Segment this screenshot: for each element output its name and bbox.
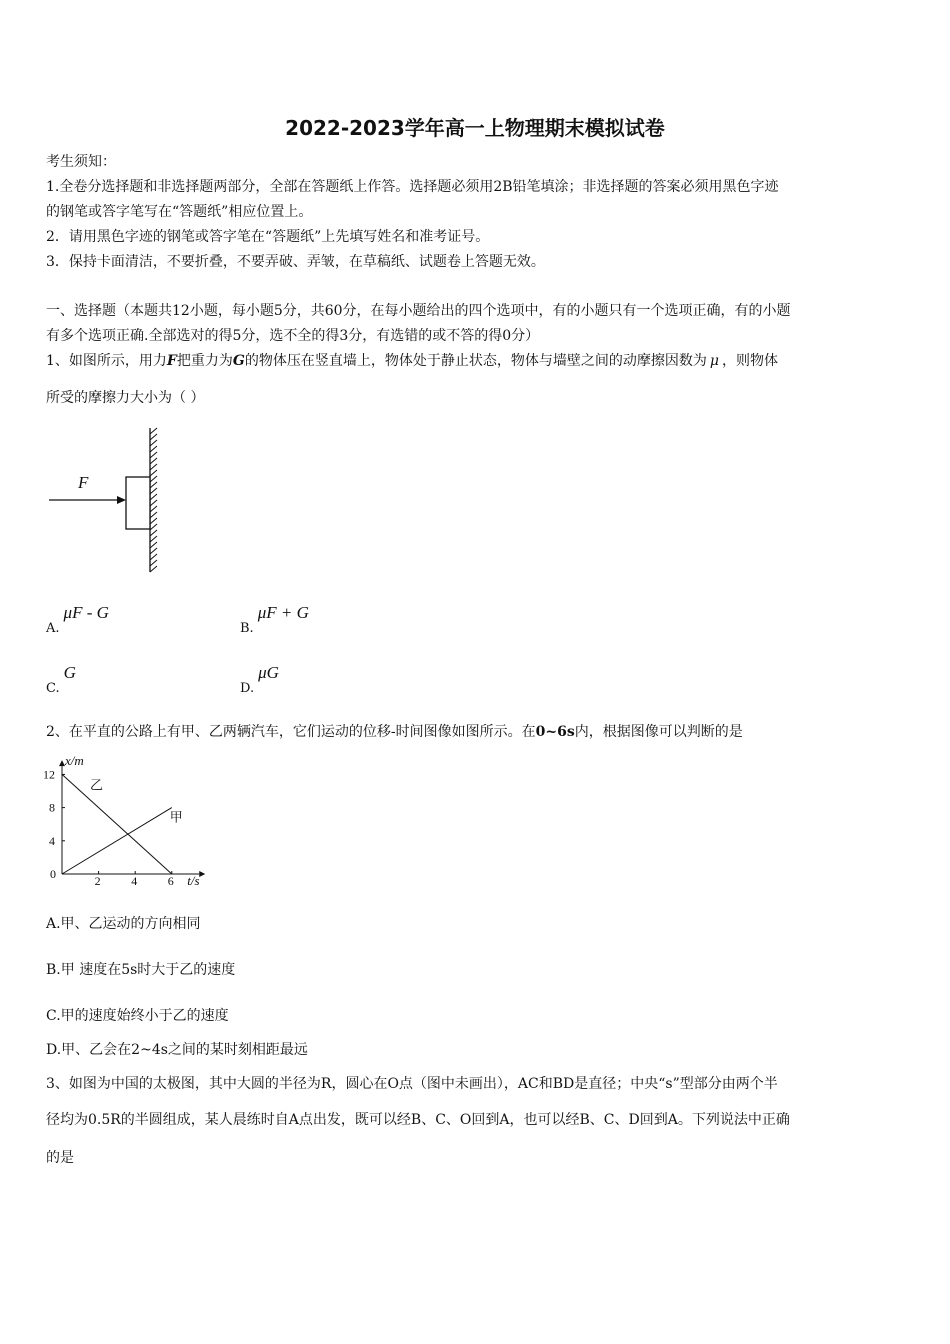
hatch-mark — [150, 536, 157, 542]
wall-hatching — [150, 428, 157, 572]
option-expression: μF + G — [257, 603, 309, 622]
notice-item-3: 3．保持卡面清洁，不要折叠，不要弄破、弄皱，在草稿纸、试题卷上答题无效。 — [46, 254, 545, 270]
option-letter: C. — [46, 681, 60, 696]
x-tick-label: 6 — [167, 874, 174, 888]
x-axis-arrow-icon — [199, 871, 205, 877]
hatch-mark — [150, 500, 157, 506]
q1-text: 1、如图所示，用力 — [46, 353, 167, 369]
hatch-mark — [150, 506, 157, 512]
section-instructions-line2: 有多个选项正确.全部选对的得5分，选不全的得3分，有选错的或不答的得0分） — [46, 328, 540, 344]
section-instructions-line1: 一、选择题（本题共12小题，每小题5分，共60分，在每小题给出的四个选项中，有的小题只有一个选项正确，有的小题 — [46, 303, 791, 319]
hatch-mark — [150, 470, 157, 476]
option-letter: D. — [240, 681, 255, 696]
notice-item-2: 2．请用黑色字迹的钢笔或答字笔在“答题纸”上先填写姓名和准考证号。 — [46, 229, 490, 245]
x-axis-label: t/s — [187, 873, 200, 888]
hatch-mark — [150, 512, 157, 518]
hatch-mark — [150, 440, 157, 446]
hatch-mark — [150, 548, 157, 554]
q1-stem-line1 — [46, 351, 778, 371]
q2-time-range: 0~6s — [535, 724, 575, 740]
q1-text: 的物体压在竖直墙上，物体处于静止状态，物体与墙壁之间的动摩擦因数为 — [244, 353, 707, 369]
q1-gravity-symbol: G — [232, 353, 245, 369]
block — [126, 477, 150, 529]
q3-stem-line2: 径均为0.5R的半圆组成，某人晨练时自A点出发，既可以经B、C、O回到A，也可以经B、C、D回到A。下列说法中正确 — [46, 1112, 790, 1128]
q1-option-c[interactable] — [46, 663, 76, 696]
hatch-mark — [150, 434, 157, 440]
series-label: 甲 — [169, 809, 183, 825]
hatch-mark — [150, 530, 157, 536]
option-letter: B. — [240, 621, 254, 636]
q2-text: 2、在平直的公路上有甲、乙两辆汽车，它们运动的位移-时间图像如图所示。在 — [46, 724, 536, 740]
hatch-mark — [150, 458, 157, 464]
page-title: 2022-2023学年高一上物理期末模拟试卷 — [285, 116, 665, 140]
hatch-mark — [150, 560, 157, 566]
q1-mu-symbol: μ — [709, 353, 719, 369]
option-expression: μG — [258, 663, 279, 682]
notice-item-1: 1.全卷分选择题和非选择题两部分，全部在答题纸上作答。选择题必须用2B铅笔填涂；非选择题的答案必须用黑色字迹 — [46, 179, 779, 195]
hatch-mark — [150, 494, 157, 500]
q1-text: 把重力为 — [176, 353, 233, 369]
y-axis-label: x/m — [65, 753, 84, 769]
x-tick-label: 2 — [94, 874, 101, 888]
q2-xt-chart — [40, 748, 220, 893]
hatch-mark — [150, 488, 157, 494]
q1-option-d[interactable] — [240, 663, 279, 696]
series-label: 乙 — [90, 777, 104, 793]
q2-text: 内，根据图像可以判断的是 — [574, 724, 743, 740]
q2-option-a[interactable]: A.甲、乙运动的方向相同 — [46, 916, 201, 932]
y-tick-label: 4 — [49, 833, 55, 848]
q2-option-c[interactable]: C.甲的速度始终小于乙的速度 — [46, 1008, 229, 1024]
q1-option-b[interactable] — [240, 603, 309, 636]
hatch-mark — [150, 428, 157, 434]
q1-option-a[interactable] — [46, 603, 109, 636]
y-tick-label: 12 — [43, 767, 55, 782]
series-line-2 — [62, 808, 172, 874]
hatch-mark — [150, 446, 157, 452]
hatch-mark — [150, 482, 157, 488]
hatch-mark — [150, 452, 157, 458]
hatch-mark — [150, 566, 157, 572]
y-tick-label: 8 — [49, 800, 55, 815]
q3-stem-line3: 的是 — [46, 1150, 74, 1166]
force-label: F — [78, 473, 89, 492]
notice-item-1-cont: 的钢笔或答字笔写在“答题纸”相应位置上。 — [46, 204, 313, 220]
option-letter: A. — [46, 621, 60, 636]
q2-option-b[interactable]: B.甲 速度在5s时大于乙的速度 — [46, 962, 236, 978]
q3-stem-line1: 3、如图为中国的太极图，其中大圆的半径为R，圆心在O点（图中未画出），AC和BD是直径；中央“s”型部分由两个半 — [46, 1076, 778, 1092]
hatch-mark — [150, 554, 157, 560]
hatch-mark — [150, 464, 157, 470]
option-expression: μF - G — [63, 603, 109, 622]
hatch-mark — [150, 518, 157, 524]
x-tick-label: 4 — [131, 874, 138, 888]
q1-stem-line2: 所受的摩擦力大小为（ ） — [46, 390, 205, 406]
arrow-head-icon — [117, 496, 126, 504]
origin-label: 0 — [50, 867, 56, 881]
q2-option-d[interactable]: D.甲、乙会在2~4s之间的某时刻相距最远 — [46, 1042, 308, 1058]
option-expression: G — [63, 663, 76, 682]
q2-stem — [46, 722, 743, 742]
notice-heading: 考生须知： — [46, 154, 116, 170]
series-line-1 — [62, 774, 172, 874]
hatch-mark — [150, 476, 157, 482]
hatch-mark — [150, 542, 157, 548]
q1-force-symbol: F — [166, 353, 177, 369]
hatch-mark — [150, 524, 157, 530]
q1-text: ，则物体 — [721, 353, 778, 369]
q1-figure — [40, 420, 180, 580]
